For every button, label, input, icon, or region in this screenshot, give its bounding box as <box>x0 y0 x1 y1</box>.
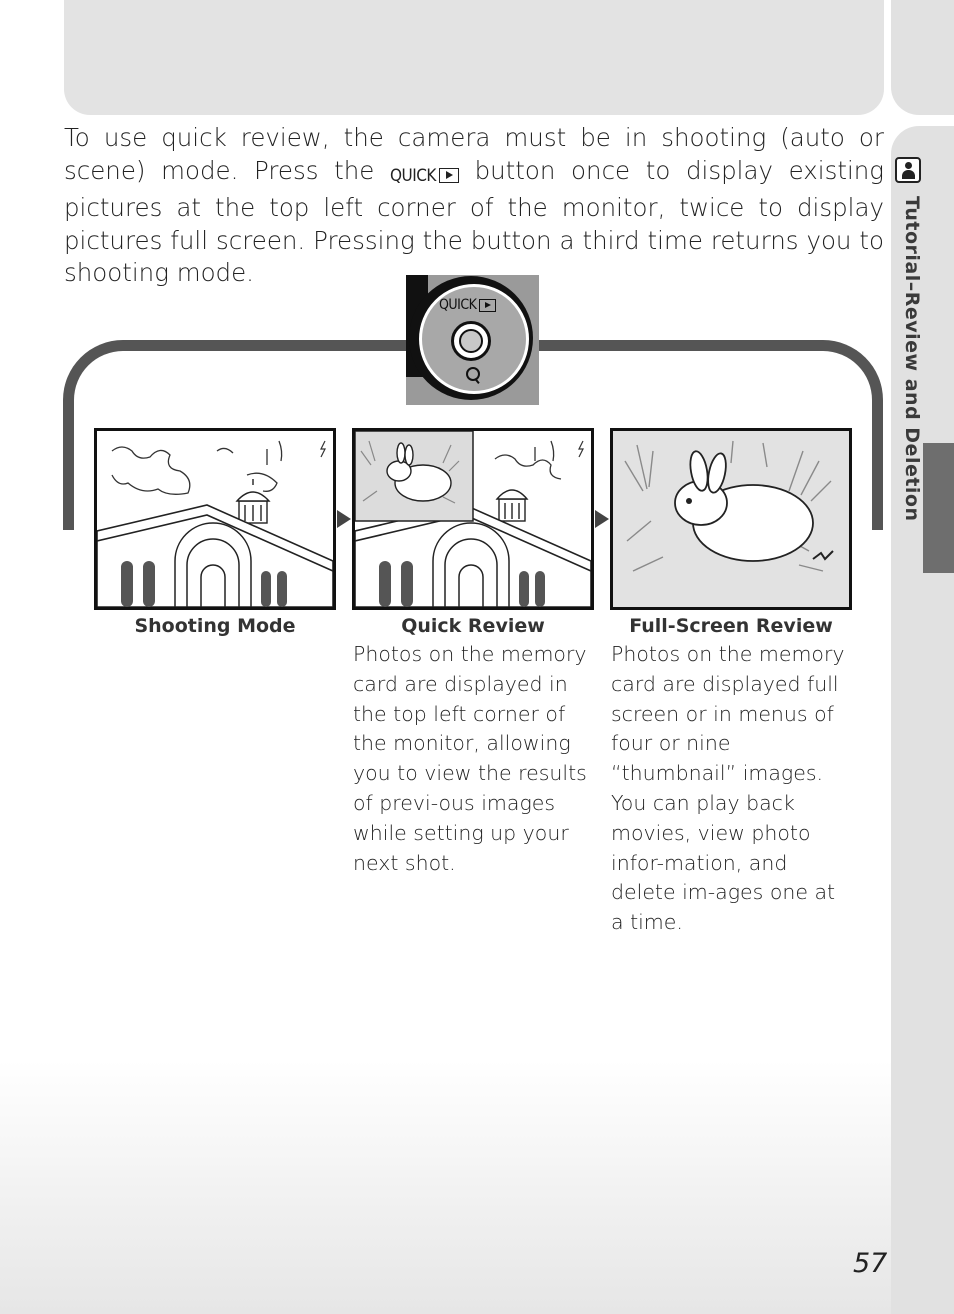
chapter-tab-marker <box>923 443 954 573</box>
intro-paragraph <box>64 122 884 290</box>
play-icon <box>439 168 459 183</box>
page-number: 57 <box>853 1248 888 1279</box>
quick-label: QUICK <box>390 165 436 186</box>
full-screen-review-description: Photos on the memory card are displayed full screen or in menus of four or nine “thumbnail” images. You can play back movies, view photo infor-mation, and delete im-ages one at a time. <box>611 642 845 935</box>
quick-review-screen <box>352 428 594 610</box>
side-strip-top <box>891 0 954 115</box>
arrow-right-icon <box>595 510 609 528</box>
shooting-mode-title: Shooting Mode <box>134 615 296 637</box>
tutorial-icon <box>895 157 921 183</box>
quick-button-graphic <box>406 275 539 405</box>
arrow-right-icon <box>337 510 351 528</box>
chapter-label: Tutorial–Review and Deletion <box>901 196 923 522</box>
magnifier-icon <box>466 367 480 381</box>
intro-text-end: button once to display existing pictures at the top left corner of the monitor, twice to display pictures full screen. Pressing the button a third time returns you to shooting mode. <box>64 155 884 287</box>
full-screen-review-screen <box>610 428 852 610</box>
full-screen-review-title: Full-Screen Review <box>629 615 833 637</box>
quick-review-description: Photos on the memory card are displayed in the top left corner of the monitor, allowing you to view the results of previ-ous images while setting up your next shot. <box>353 642 587 875</box>
quick-button-inline <box>390 160 459 193</box>
intro-text-start: To use quick review, the camera must be in shooting (auto or scene) mode. Press the <box>64 123 884 185</box>
quick-button-label: QUICK <box>439 297 477 313</box>
play-icon <box>479 299 496 312</box>
quick-button-press <box>451 321 491 361</box>
quick-review-title: Quick Review <box>401 615 545 637</box>
shooting-mode-screen <box>94 428 336 610</box>
header-banner <box>64 0 884 115</box>
